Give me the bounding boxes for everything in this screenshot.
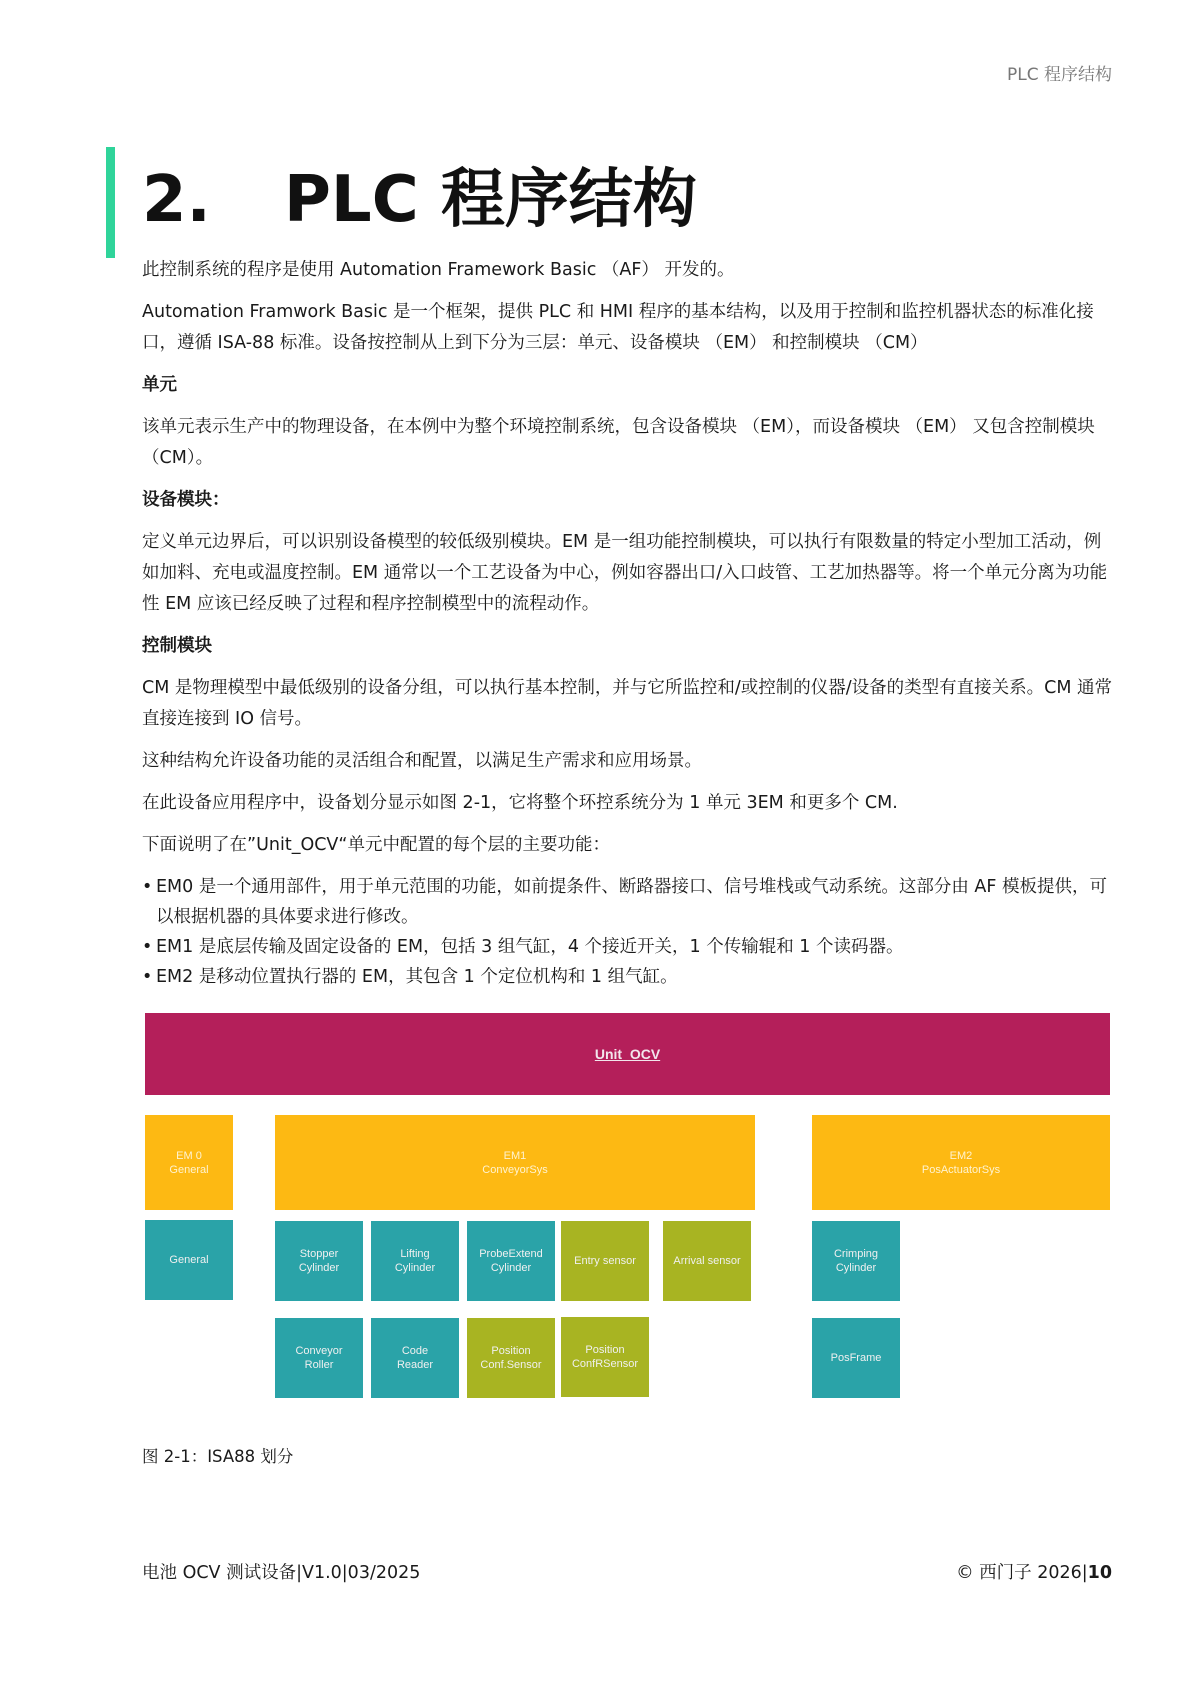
cm-general-block: General <box>145 1220 233 1300</box>
cm-probe-extend-cylinder-block: ProbeExtend Cylinder <box>467 1221 555 1301</box>
em-bullet-list <box>142 872 1114 992</box>
cm-position-conf-sensor-block: Position Conf.Sensor <box>467 1318 555 1398</box>
cm-position-confr-sensor-block: Position ConfRSensor <box>561 1317 649 1397</box>
footer-document-info: 电池 OCV 测试设备|V1.0|03/2025 <box>142 1563 421 1583</box>
paragraph-control-module: CM 是物理模型中最低级别的设备分组，可以执行基本控制，并与它所监控和/或控制的仪器/设备的类型有直接关系。CM 通常直接连接到 IO 信号。 <box>142 678 1113 729</box>
cm-crimping-cylinder-block: Crimping Cylinder <box>812 1221 900 1301</box>
cm-entry-sensor-block: Entry sensor <box>561 1221 649 1301</box>
chapter-accent-bar <box>106 147 115 258</box>
isa88-diagram <box>145 1013 1110 1403</box>
em0-block: EM 0 General <box>145 1115 233 1210</box>
bullet-em0: • EM0 是一个通用部件，用于单元范围的功能，如前提条件、断路器接口、信号堆栈或气动系统。这部分由 AF 模板提供，可以根据机器的具体要求进行修改。 <box>142 872 1114 932</box>
paragraph-framework: Automation Framwork Basic 是一个框架，提供 PLC 和 HMI 程序的基本结构，以及用于控制和监控机器状态的标准化接口，遵循 ISA-88 标准。设备按控制从上到下分为三层：单元、设备模块 （EM） 和控制模块 （CM） <box>142 302 1094 353</box>
cm-code-reader-block: Code Reader <box>371 1318 459 1398</box>
bullet-em2: • EM2 是移动位置执行器的 EM，其包含 1 个定位机构和 1 组气缸。 <box>142 962 1114 992</box>
page-number: 10 <box>1087 1563 1112 1583</box>
cm-stopper-cylinder-block: Stopper Cylinder <box>275 1221 363 1301</box>
cm-posframe-block: PosFrame <box>812 1318 900 1398</box>
heading-equipment-module: 设备模块： <box>142 490 230 510</box>
cm-arrival-sensor-block: Arrival sensor <box>663 1221 751 1301</box>
paragraph-unit: 该单元表示生产中的物理设备，在本例中为整个环境控制系统，包含设备模块 （EM），而设备模块 （EM） 又包含控制模块 （CM）。 <box>142 417 1095 468</box>
cm-lifting-cylinder-block: Lifting Cylinder <box>371 1221 459 1301</box>
body-content <box>142 255 1114 1002</box>
paragraph-flexibility: 这种结构允许设备功能的灵活组合和配置，以满足生产需求和应用场景。 <box>142 751 702 771</box>
heading-unit: 单元 <box>142 375 177 395</box>
footer-copyright <box>956 1559 1112 1584</box>
paragraph-application: 在此设备应用程序中，设备划分显示如图 2-1，它将整个环控系统分为 1 单元 3EM 和更多个 CM. <box>142 793 898 813</box>
em2-block: EM2 PosActuatorSys <box>812 1115 1110 1210</box>
em1-block: EM1 ConveyorSys <box>275 1115 755 1210</box>
paragraph-equipment-module: 定义单元边界后，可以识别设备模型的较低级别模块。EM 是一组功能控制模块，可以执行有限数量的特定小型加工活动，例如加料、充电或温度控制。EM 通常以一个工艺设备为中心，例如容器出口/入口歧管、工艺加热器等。将一个单元分离为功能性 EM 应该已经反映了过程和程序控制模型中的流程动作。 <box>142 532 1108 614</box>
bullet-em1: • EM1 是底层传输及固定设备的 EM，包括 3 组气缸，4 个接近开关，1 个传输辊和 1 个读码器。 <box>142 932 1114 962</box>
heading-control-module: 控制模块 <box>142 636 212 656</box>
chapter-number: 2. <box>142 163 211 237</box>
paragraph-af-intro: 此控制系统的程序是使用 Automation Framework Basic （AF） 开发的。 <box>142 260 735 280</box>
cm-conveyor-roller-block: Conveyor Roller <box>275 1318 363 1398</box>
unit-block: Unit_OCV <box>145 1013 1110 1095</box>
running-header: PLC 程序结构 <box>1007 65 1112 85</box>
chapter-title-text: PLC 程序结构 <box>284 163 697 237</box>
paragraph-layer-intro: 下面说明了在”Unit_OCV“单元中配置的每个层的主要功能： <box>142 835 610 855</box>
chapter-title <box>142 160 697 240</box>
figure-caption: 图 2-1：ISA88 划分 <box>142 1447 294 1466</box>
footer-copyright-text: © 西门子 2026| <box>956 1563 1088 1583</box>
